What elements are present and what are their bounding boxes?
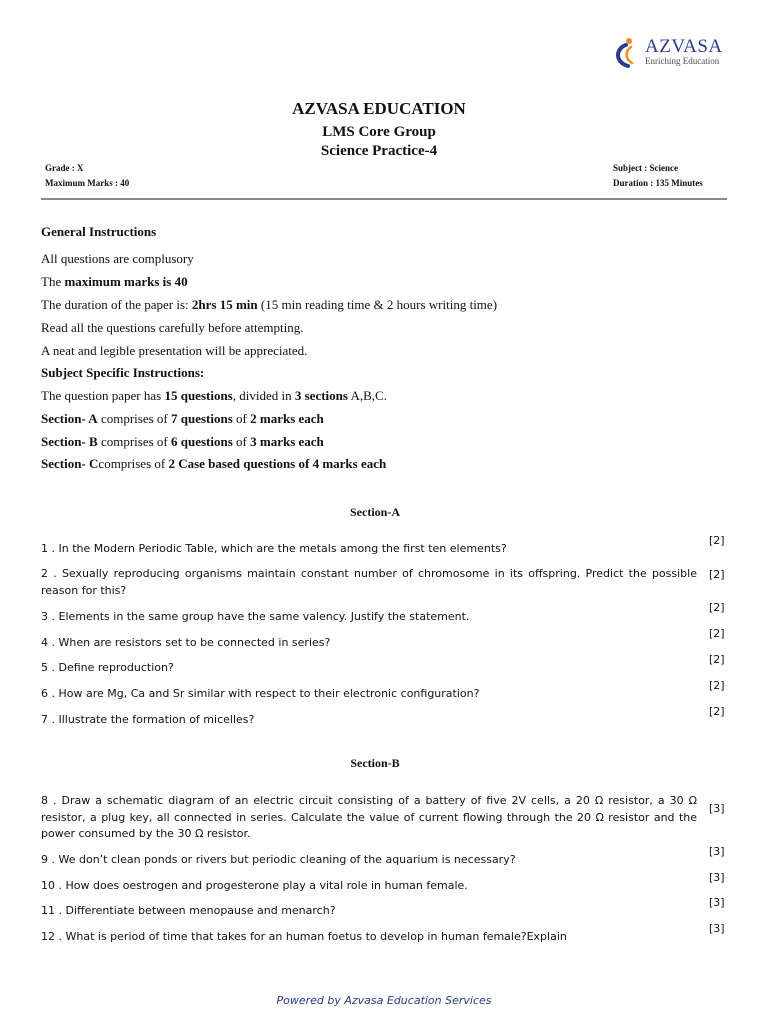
- logo-name: AZVASA: [645, 36, 723, 57]
- question-marks: [3]: [709, 871, 725, 884]
- instruction-line: The maximum marks is 40: [41, 274, 188, 289]
- specific-instructions-heading: Subject Specific Instructions:: [41, 365, 205, 380]
- instruction-line: Section- Ccomprises of 2 Case based questions of 4 marks each: [41, 456, 387, 471]
- instruction-line: The question paper has 15 questions, divided in 3 sections A,B,C.: [41, 388, 387, 403]
- question-text: 7 . Illustrate the formation of micelles?: [41, 713, 255, 726]
- azvasa-logo: [612, 36, 732, 72]
- question-text: 4 . When are resistors set to be connected in series?: [41, 636, 331, 649]
- instruction-line: Read all the questions carefully before attempting.: [41, 320, 304, 335]
- document-title: AZVASA EDUCATION: [292, 99, 466, 118]
- question-text: 10 . How does oestrogen and progesterone play a vital role in human female.: [41, 879, 468, 892]
- duration-label: Duration : 135 Minutes: [613, 178, 703, 188]
- question-marks: [2]: [709, 653, 725, 666]
- question-text: 12 . What is period of time that takes for an human foetus to develop in human female?Explain: [41, 930, 567, 943]
- logo-tagline: Enriching Education: [645, 56, 720, 66]
- question-text: 11 . Differentiate between menopause and menarch?: [41, 904, 336, 917]
- instruction-line: The duration of the paper is: 2hrs 15 min (15 min reading time & 2 hours writing time): [41, 297, 498, 312]
- logo-swoosh-icon: [612, 36, 642, 70]
- question-text: 9 . We don’t clean ponds or rivers but periodic cleaning of the aquarium is necessary?: [41, 853, 516, 866]
- document-subtitle: LMS Core Group: [322, 124, 436, 140]
- page-footer: Powered by Azvasa Education Services: [276, 994, 492, 1007]
- general-instructions-heading: General Instructions: [41, 224, 157, 239]
- paper-name: Science Practice-4: [320, 143, 438, 159]
- question-marks: [3]: [709, 845, 725, 858]
- header-divider: [41, 198, 727, 200]
- instruction-line: Section- A comprises of 7 questions of 2 marks each: [41, 411, 324, 426]
- question-marks: [2]: [709, 679, 725, 692]
- question-marks: [3]: [709, 802, 725, 815]
- question-marks: [3]: [709, 896, 725, 909]
- section-b-heading: Section-B: [350, 756, 400, 770]
- subject-label: Subject : Science: [613, 163, 678, 173]
- question-marks: [2]: [709, 568, 725, 581]
- grade-label: Grade : X: [45, 163, 84, 173]
- instruction-line: Section- B comprises of 6 questions of 3 marks each: [41, 434, 324, 449]
- question-text: 1 . In the Modern Periodic Table, which are the metals among the first ten elements?: [41, 542, 507, 555]
- question-marks: [3]: [709, 922, 725, 935]
- question-text: 3 . Elements in the same group have the same valency. Justify the statement.: [41, 610, 470, 623]
- question-marks: [2]: [709, 601, 725, 614]
- question-marks: [2]: [709, 627, 725, 640]
- max-marks-label: Maximum Marks : 40: [45, 178, 130, 188]
- question-text: 8 . Draw a schematic diagram of an electric circuit consisting of a battery of five 2V cells, a 20 Ω resistor, a 30 Ω resistor, a plug key, all connected in series. Calculate the value of current flowing through the 20 Ω resistor and the power consumed by the 30 Ω resistor.: [41, 794, 697, 840]
- question-text: 5 . Define reproduction?: [41, 661, 174, 674]
- instruction-line: A neat and legible presentation will be appreciated.: [41, 343, 308, 358]
- question-text: 2 . Sexually reproducing organisms maintain constant number of chromosome in its offspring. Predict the possible reason for this?: [41, 567, 697, 597]
- question-marks: [2]: [709, 705, 725, 718]
- section-a-heading: Section-A: [350, 505, 400, 519]
- question-text: 6 . How are Mg, Ca and Sr similar with respect to their electronic configuration?: [41, 687, 480, 700]
- instruction-line: All questions are complusory: [41, 251, 194, 266]
- question-marks: [2]: [709, 534, 725, 547]
